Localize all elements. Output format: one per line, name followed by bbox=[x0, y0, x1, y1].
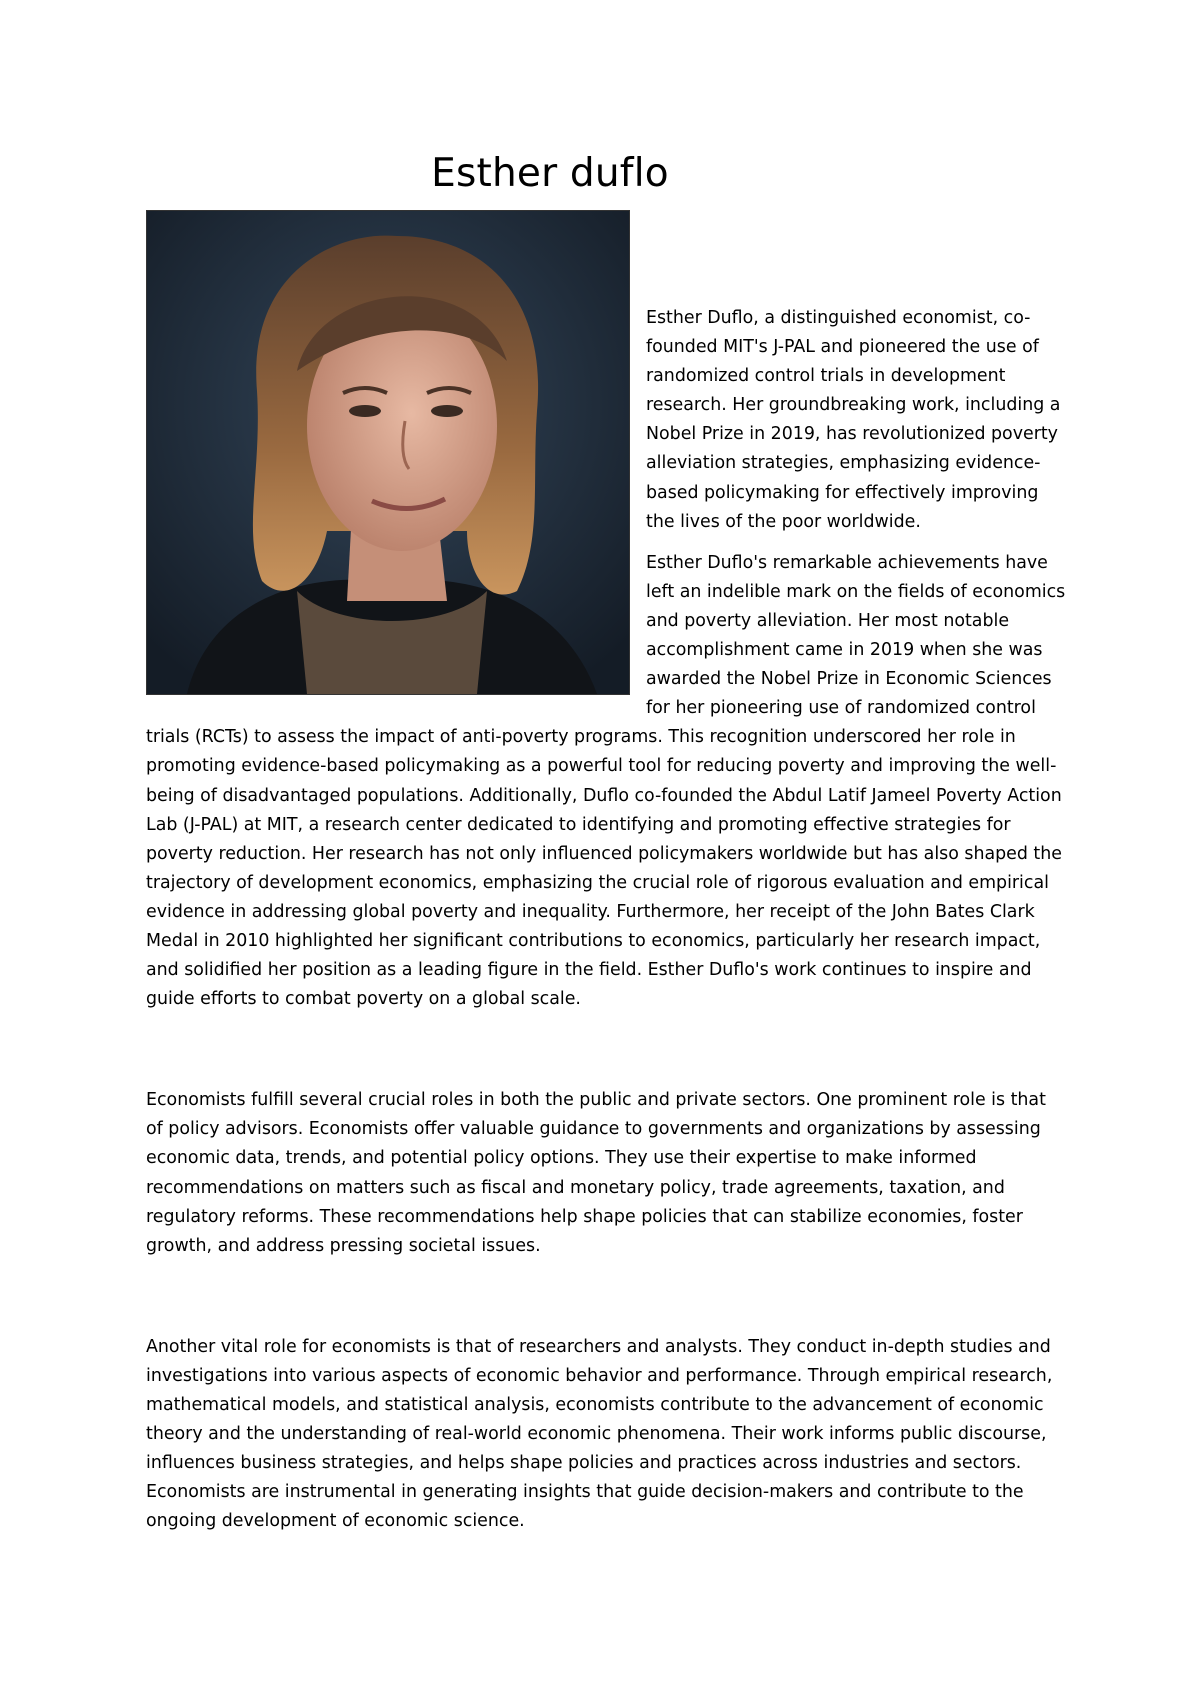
portrait-photo bbox=[146, 210, 630, 695]
document-title: Esther duflo bbox=[431, 151, 669, 196]
researchers-paragraph: Another vital role for economists is that of researchers and analysts. They conduct in-depth studies and investigations into various aspects of economic behavior and performance. Through empirical research, mathematical models, and statistical analysis, economists contribute to the advancement of economic theory and the understanding of real-world economic phenomena. Their work informs public discourse, influences business strategies, and helps shape policies and practices across industries and sectors. Economists are instrumental in generating insights that guide decision-makers and contribute to the ongoing development of economic science. bbox=[146, 1336, 1053, 1532]
document-body bbox=[146, 210, 1066, 1548]
intro-paragraph: Esther Duflo, a distinguished economist, co-founded MIT's J-PAL and pioneered the use of randomized control trials in development research. Her groundbreaking work, including a Nobel Prize in 2019, has revolutionized poverty alleviation strategies, emphasizing evidence-based policymaking for effectively improving the lives of the poor worldwide. bbox=[646, 308, 1061, 532]
policy-advisors-paragraph: Economists fulfill several crucial roles in both the public and private sectors. One prominent role is that of policy advisors. Economists offer valuable guidance to governments and organizations by assessing economic data, trends, and potential policy options. They use their expertise to make informed recommendations on matters such as fiscal and monetary policy, trade agreements, taxation, and regulatory reforms. These recommendations help shape policies that can stabilize economies, foster growth, and address pressing societal issues. bbox=[146, 1090, 1046, 1256]
paragraph-gap bbox=[146, 1273, 1066, 1333]
paragraph-gap bbox=[146, 1026, 1066, 1086]
achievements-paragraph: Esther Duflo's remarkable achievements have left an indelible mark on the fields of economics and poverty alleviation. Her most notable accomplishment came in 2019 when she was awarded the Nobel Prize in Economic Sciences for her pioneering use of randomized control trials (RCTs) to assess the impact of anti-poverty programs. This recognition underscored her role in promoting evidence-based policymaking as a powerful tool for reducing poverty and improving the well-being of disadvantaged populations. Additionally, Duflo co-founded the Abdul Latif Jameel Poverty Action Lab (J-PAL) at MIT, a research center dedicated to identifying and promoting effective strategies for poverty reduction. Her research has not only influenced policymakers worldwide but has also shaped the trajectory of development economics, emphasizing the crucial role of rigorous evaluation and empirical evidence in addressing global poverty and inequality. Furthermore, her receipt of the John Bates Clark Medal in 2010 highlighted her significant contributions to economics, particularly her research impact, and solidified her position as a leading figure in the field. Esther Duflo's work continues to inspire and guide efforts to combat poverty on a global scale. bbox=[146, 552, 1066, 1010]
